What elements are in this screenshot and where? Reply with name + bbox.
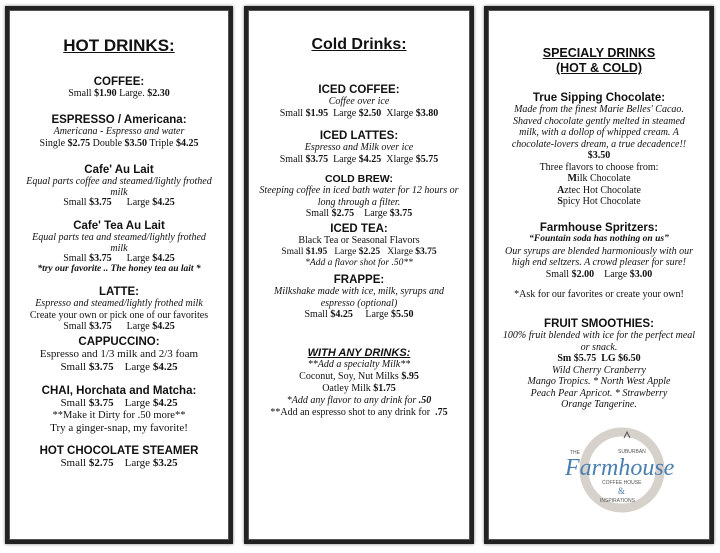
chai-large-price: $4.25 — [152, 397, 178, 409]
choc-large-label: Large — [124, 457, 151, 469]
espresso-triple-price: $4.25 — [175, 137, 199, 149]
smoothies-desc2: or snack. — [580, 341, 618, 353]
cappuccino-name: CAPPUCCINO — [78, 336, 156, 348]
iced-lattes-item — [252, 130, 466, 165]
frappe-item — [252, 274, 466, 321]
tsc-price: $3.50 — [587, 150, 611, 161]
tsc-f1-initial: M — [567, 173, 577, 184]
latte-large-label: Large — [126, 321, 150, 332]
coffee-small-label: Small — [68, 88, 92, 99]
tsc-f2-initial: A — [557, 184, 565, 196]
cold-drinks-title: Cold Drinks: — [311, 36, 407, 53]
frappe-large-label: Large — [365, 309, 389, 320]
true-sipping-chocolate-item — [492, 92, 706, 208]
latte-small-price: $3.75 — [89, 321, 112, 332]
tsc-desc4: chocolate-lovers dream, a true decadence!! — [511, 138, 687, 150]
add-flavor-price: .50 — [418, 395, 432, 406]
espresso-item — [13, 114, 225, 149]
capp-large-price: $4.25 — [152, 361, 178, 373]
spritzers-desc1: Our syrups are blended harmoniously with our — [505, 245, 693, 257]
chai-item — [13, 385, 225, 435]
latte-desc2: Create your own or pick one of our favorites — [29, 309, 209, 321]
chai-note1: **Make it Dirty for .50 more** — [52, 409, 186, 421]
capp-large-label: Large — [124, 361, 151, 373]
specialty-drinks-panel — [484, 6, 714, 544]
chai-large-label: Large — [124, 397, 151, 409]
cold-brew-large-label: Large — [364, 208, 388, 219]
espresso-triple-label: Triple — [149, 137, 174, 149]
cafe-large-price: $4.25 — [152, 196, 175, 208]
frappe-large-price: $5.50 — [390, 309, 414, 320]
tea-small-label: Small — [63, 252, 87, 264]
cafe-small-label: Small — [63, 196, 87, 208]
iced-lattes-xlarge-price: $5.75 — [415, 153, 439, 165]
tea-large-price: $4.25 — [152, 252, 175, 264]
iced-tea-xlarge-label: Xlarge — [387, 246, 413, 257]
add-flavor-label: *Add any flavor to any drink for — [286, 395, 417, 406]
cafe-au-lait-desc1: Equal parts coffee and steamed/lightly frothed — [26, 176, 212, 187]
espresso-single-label: Single — [39, 137, 66, 149]
iced-tea-large-label: Large — [334, 246, 357, 257]
choc-small-price: $2.75 — [88, 457, 114, 469]
iced-tea-name: ICED TEA: — [330, 223, 388, 235]
cold-brew-small-price: $2.75 — [331, 208, 355, 219]
oatley-milk-label: Oatley Milk — [322, 383, 371, 394]
iced-coffee-large-label: Large — [333, 107, 357, 119]
smoothie-flavor1: Wild Cherry Cranberry — [552, 364, 646, 376]
cappuccino-item — [13, 336, 225, 374]
cold-brew-large-price: $3.75 — [389, 208, 413, 219]
iced-tea-large-price: $2.25 — [358, 246, 381, 257]
coffee-large-price: $2.30 — [147, 88, 170, 99]
spritzer-large-price: $3.00 — [629, 268, 653, 280]
cafe-large-label: Large — [126, 196, 150, 208]
farmhouse-logo — [540, 422, 690, 532]
cappuccino-desc: Espresso and 1/3 milk and 2/3 foam — [39, 348, 199, 360]
frappe-desc1: Milkshake made with ice, milk, syrups and — [274, 286, 444, 297]
cafe-tea-au-lait-item — [13, 220, 225, 276]
latte-colon: : — [135, 286, 140, 298]
with-any-drinks-title: WITH ANY DRINKS: — [307, 347, 411, 359]
cafe-au-lait-item — [13, 164, 225, 208]
smoothie-large-label: LG — [601, 353, 616, 364]
choc-large-price: $3.25 — [152, 457, 178, 469]
logo-inspirations: INSPIRATIONS — [600, 498, 635, 504]
smoothie-flavor4: Orange Tangerine. — [561, 399, 637, 410]
cafe-small-price: $3.75 — [89, 196, 112, 208]
iced-lattes-xlarge-label: Xlarge — [386, 153, 414, 165]
iced-lattes-small-label: Small — [279, 153, 304, 165]
tea-au-lait-note: *try our favorite .. The honey tea au lait * — [37, 264, 201, 274]
hot-chocolate-name: HOT CHOCOLATE STEAMER — [39, 445, 199, 457]
cappuccino-colon: : — [155, 336, 160, 348]
iced-lattes-desc: Espresso and Milk over ice — [304, 142, 414, 153]
specialty-title-line2: (HOT & COLD) — [555, 61, 643, 75]
logo-coffee-house: COFFEE HOUSE — [602, 480, 642, 486]
iced-lattes-name: ICED LATTES: — [319, 130, 399, 142]
smoothie-small-price: $5.75 — [573, 353, 597, 364]
logo-ampersand: & — [618, 486, 626, 496]
cold-brew-item — [252, 173, 466, 220]
chai-note2: Try a ginger-snap, my favorite! — [50, 422, 188, 434]
smoothie-flavor3: Peach Pear Apricot. * Strawberry — [530, 387, 668, 399]
spritzer-large-label: Large — [604, 268, 628, 280]
spritzers-name: Farmhouse Spritzers: — [539, 222, 659, 234]
add-espresso-price: .75 — [435, 407, 448, 418]
tsc-desc3: milk, with a dollop of whipped cream. A — [519, 127, 679, 138]
tea-au-lait-desc1: Equal parts tea and steamed/lightly frothed — [32, 232, 206, 243]
frappe-small-label: Small — [304, 309, 328, 320]
coffee-small-price: $1.90 — [94, 88, 117, 99]
chai-small-price: $3.75 — [88, 397, 114, 409]
tea-au-lait-name: Cafe' Tea Au Lait — [73, 220, 165, 232]
iced-tea-item — [252, 223, 466, 270]
cold-brew-desc2: long through a filter. — [317, 196, 401, 208]
cafe-au-lait-name: Cafe' Au Lait — [84, 164, 154, 176]
iced-coffee-xlarge-price: $3.80 — [415, 107, 439, 119]
tsc-flavors-title: Three flavors to choose from: — [539, 161, 659, 173]
latte-small-label: Small — [63, 321, 87, 332]
logo-farmhouse: Farmhouse — [565, 455, 675, 481]
spritzers-desc2: high end seltzers. A crowd pleaser for sure! — [512, 257, 686, 268]
iced-coffee-large-price: $2.50 — [358, 107, 382, 119]
farmhouse-spritzers-item — [492, 222, 706, 301]
add-espresso-label: **Add an espresso shot to any drink for — [270, 407, 431, 418]
frappe-desc2: espresso (optional) — [320, 297, 398, 309]
logo-suburban: SUBURBAN — [618, 449, 646, 455]
espresso-desc: Americana - Espresso and water — [53, 126, 185, 137]
iced-tea-small-price: $1.95 — [305, 246, 328, 257]
espresso-name: ESPRESSO / Americana: — [51, 114, 187, 126]
iced-coffee-small-label: Small — [279, 107, 304, 119]
hot-chocolate-item — [13, 445, 225, 470]
latte-desc: Espresso and steamed/lightly frothed milk — [35, 298, 203, 309]
espresso-double-price: $3.50 — [124, 137, 148, 149]
choc-small-label: Small — [60, 457, 87, 469]
capp-small-price: $3.75 — [88, 361, 114, 373]
tea-small-price: $3.75 — [89, 252, 112, 264]
frappe-colon: : — [380, 274, 385, 286]
oatley-milk-price: $1.75 — [373, 383, 396, 394]
smoothies-desc1: 100% fruit blended with ice for the perfect meal — [502, 330, 696, 341]
iced-tea-note: *Add a flavor shot for .50** — [305, 258, 413, 268]
chai-name: CHAI, Horchata and Matcha: — [41, 385, 197, 397]
coffee-large-label: Large. — [119, 88, 145, 99]
latte-large-price: $4.25 — [152, 321, 175, 332]
fruit-smoothies-item — [492, 318, 706, 411]
tsc-f3-initial: S — [557, 196, 563, 207]
spritzer-small-label: Small — [545, 268, 570, 280]
iced-coffee-item — [252, 84, 466, 119]
spritzer-small-price: $2.00 — [571, 268, 595, 280]
smoothie-flavor2: Mango Tropics. * North West Apple — [527, 376, 671, 387]
coffee-item — [13, 76, 225, 100]
tsc-flavor-milk: ilk Chocolate — [576, 173, 631, 184]
iced-lattes-large-price: $4.25 — [358, 153, 382, 165]
specialty-title-line1: SPECIALY DRINKS — [542, 46, 656, 60]
latte-item — [13, 286, 225, 333]
cold-brew-name: COLD BREW: — [324, 173, 394, 185]
iced-coffee-desc: Coffee over ice — [328, 96, 390, 107]
cafe-au-lait-desc2: milk — [110, 186, 128, 198]
frappe-name: FRAPPE — [333, 274, 381, 286]
cold-brew-small-label: Small — [305, 208, 330, 219]
iced-lattes-large-label: Large — [333, 153, 357, 165]
smoothie-large-price: $6.50 — [618, 353, 641, 364]
tsc-name: True Sipping Chocolate: — [532, 92, 666, 104]
hot-drinks-title: HOT DRINKS: — [63, 36, 175, 55]
tsc-desc2: Shaved chocolate gently melted in steamed — [513, 115, 685, 127]
coffee-name: COFFEE — [93, 76, 141, 88]
hot-drinks-panel — [5, 6, 233, 544]
capp-small-label: Small — [60, 361, 87, 373]
tsc-flavor-aztec: ztec Hot Chocolate — [564, 184, 641, 196]
spritzers-quote: “Fountain soda has nothing on us” — [529, 234, 669, 244]
smoothies-name: FRUIT SMOOTHIES — [544, 318, 651, 330]
iced-coffee-xlarge-label: Xlarge — [386, 107, 414, 119]
iced-coffee-name: ICED COFFEE: — [318, 84, 400, 96]
tsc-flavor-spicy: picy Hot Chocolate — [562, 196, 641, 207]
tsc-desc1: Made from the finest Marie Belles' Cacao. — [514, 104, 684, 115]
iced-coffee-small-price: $1.95 — [305, 107, 329, 119]
tea-large-label: Large — [126, 252, 150, 264]
nut-milks-label: Coconut, Soy, Nut Milks — [299, 371, 399, 382]
logo-the: THE — [570, 450, 580, 456]
with-any-drinks — [252, 347, 466, 419]
iced-tea-small-label: Small — [281, 246, 304, 257]
iced-tea-xlarge-price: $3.75 — [415, 246, 437, 257]
cold-drinks-panel — [244, 6, 474, 544]
spritzers-ask: *Ask for our favorites or create your own! — [514, 289, 684, 300]
chai-small-label: Small — [60, 397, 87, 409]
cold-brew-desc1: Steeping coffee in iced bath water for 12 hours or — [259, 185, 459, 196]
tea-au-lait-desc2: milk — [110, 242, 128, 254]
latte-name: LATTE — [98, 286, 136, 298]
espresso-single-price: $2.75 — [67, 137, 91, 149]
nut-milks-price: $.95 — [401, 371, 419, 382]
specialty-title — [492, 46, 706, 76]
coffee-colon: : — [140, 76, 145, 88]
smoothies-colon: : — [650, 318, 654, 330]
frappe-small-price: $4.25 — [330, 309, 353, 320]
espresso-double-label: Double — [92, 137, 123, 149]
iced-tea-desc: Black Tea or Seasonal Flavors — [298, 235, 420, 246]
iced-lattes-small-price: $3.75 — [305, 153, 329, 165]
add-specialty-milk: **Add a specialty Milk** — [307, 359, 411, 370]
smoothie-small-label: Sm — [557, 353, 572, 364]
